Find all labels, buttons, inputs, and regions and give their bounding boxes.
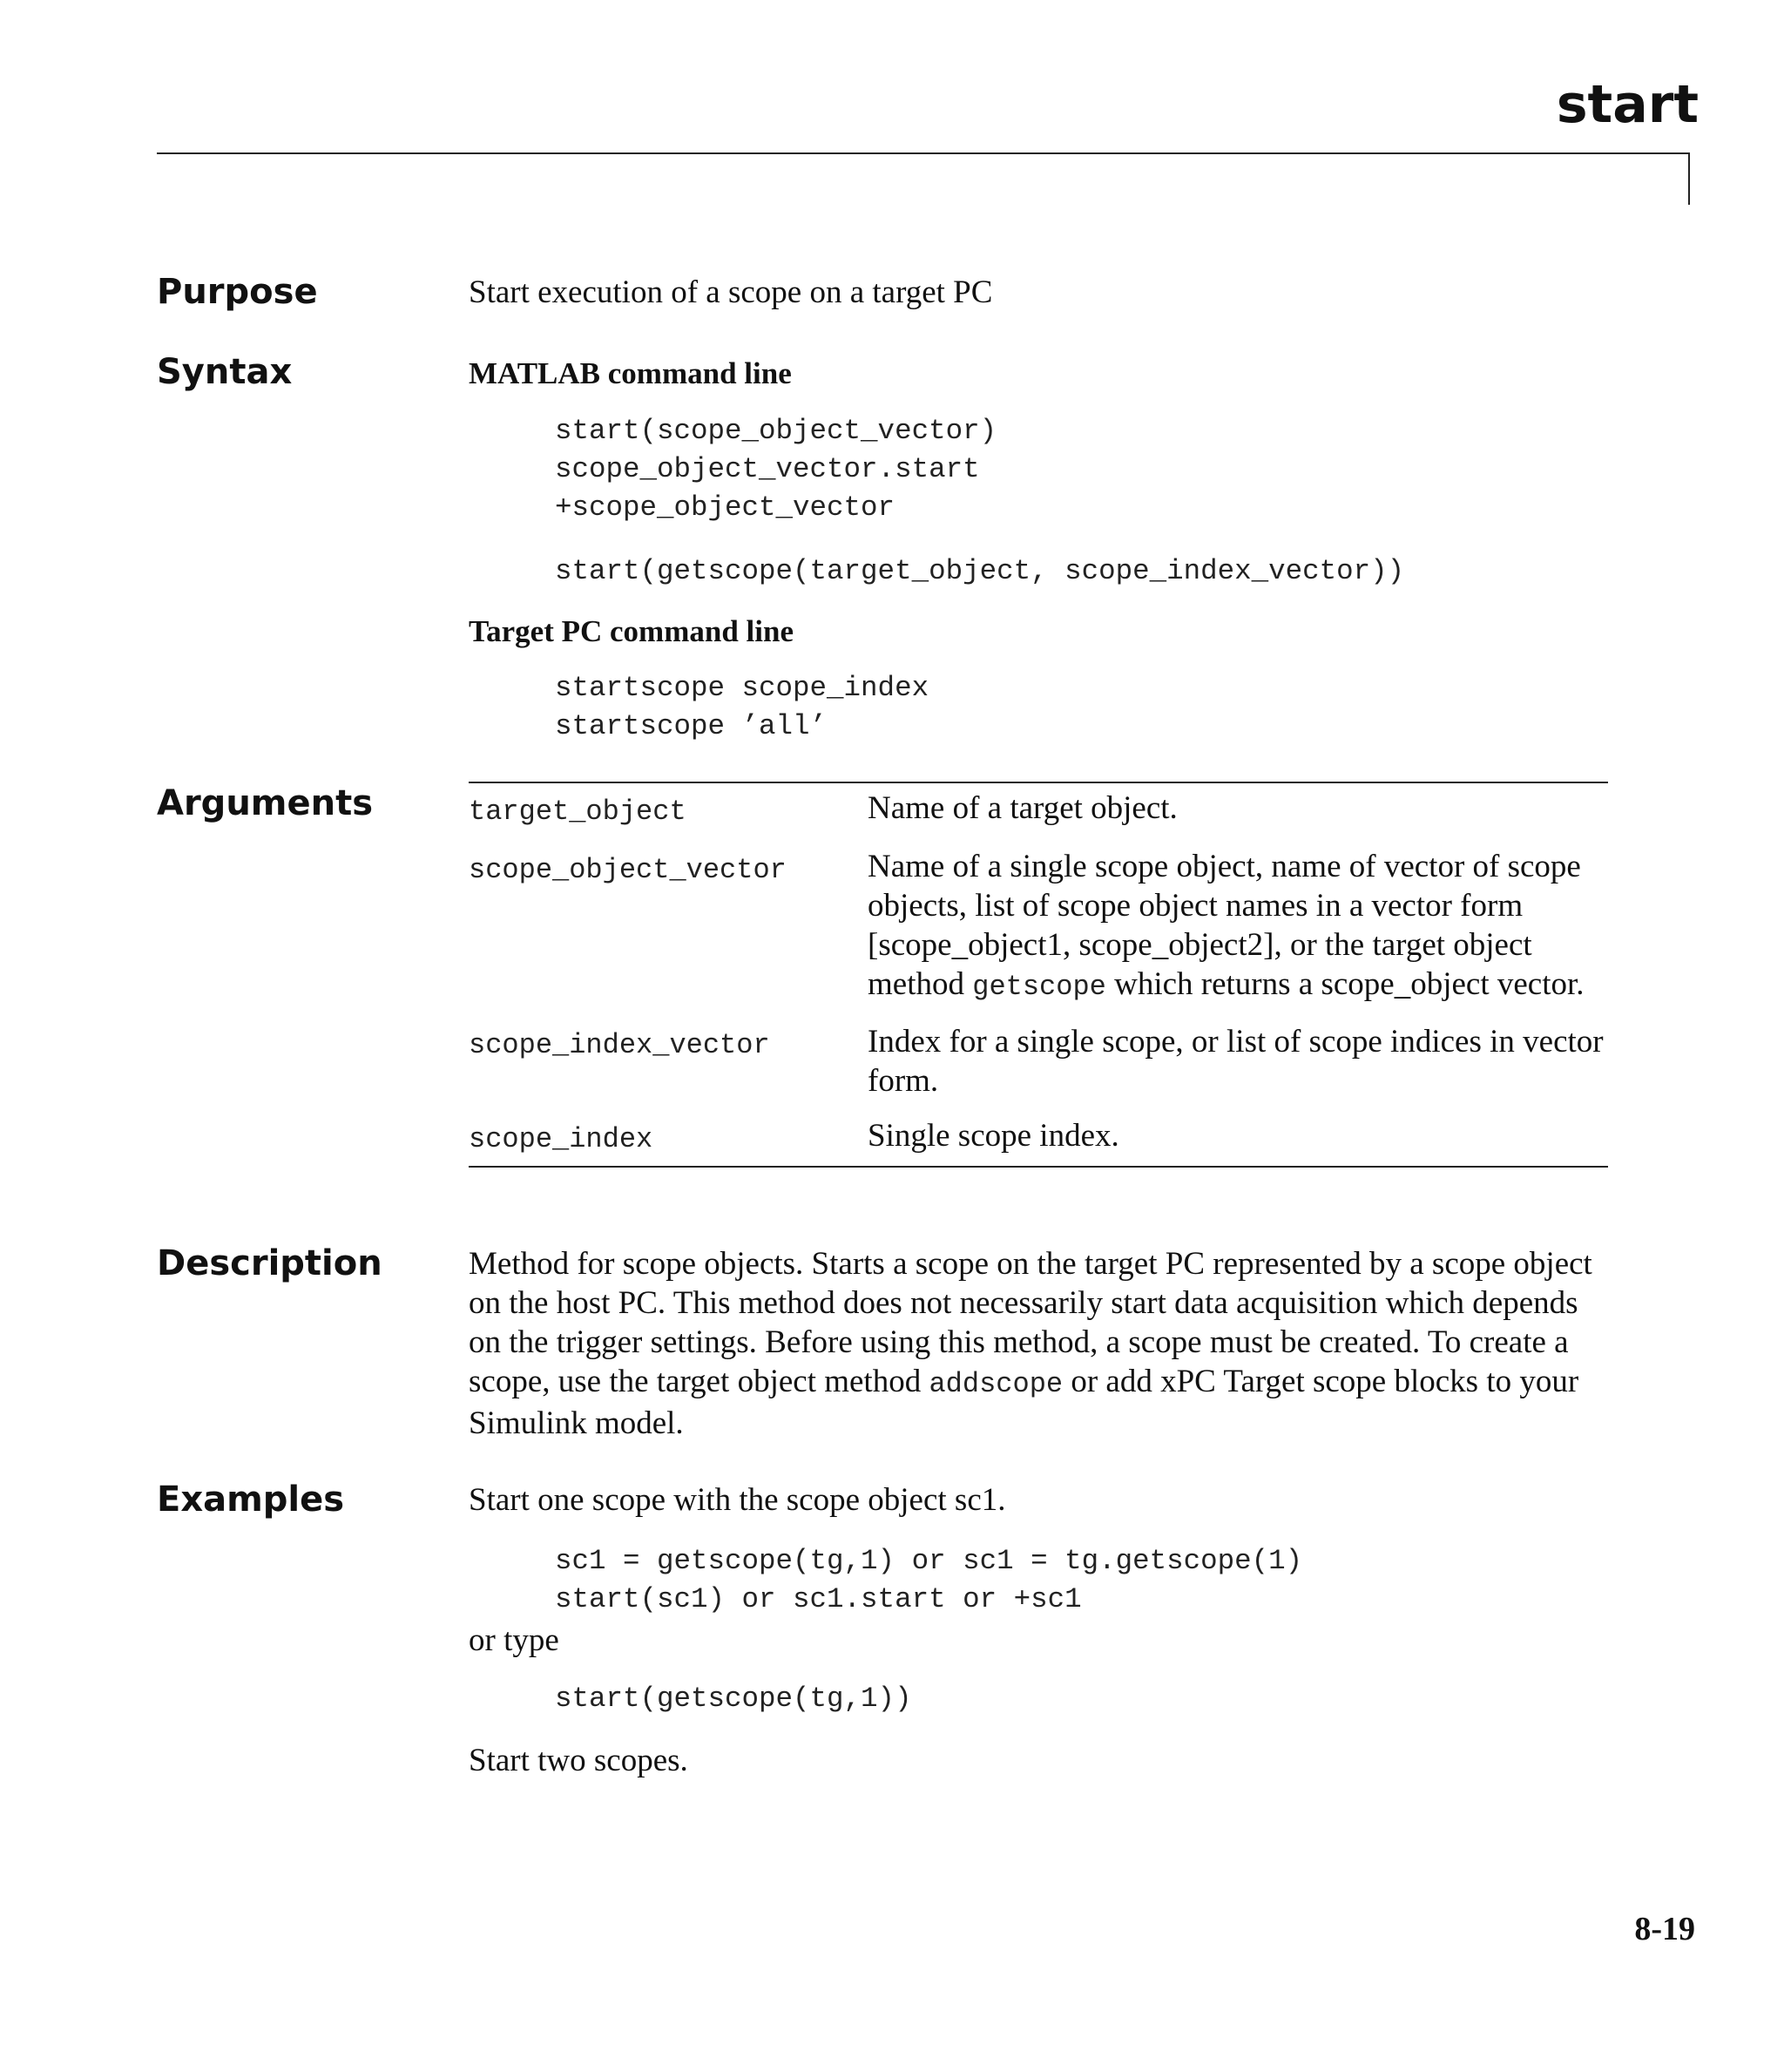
description-label: Description <box>157 1243 382 1283</box>
matlab-syntax-code-2 <box>555 552 1404 591</box>
arg-description-text: Name of a single scope object, name of vector of scope objects, list of scope object names in a vector form [scope_object1, scope_object2], or the target object method <box>868 849 1581 1002</box>
code-line: start(getscope(target_object, scope_index_vector)) <box>555 555 1405 587</box>
purpose-label: Purpose <box>157 272 318 312</box>
table-row <box>469 789 1608 831</box>
page-title: start <box>1556 74 1699 135</box>
examples-intro: Start one scope with the scope object sc1. <box>469 1482 1006 1518</box>
code-line: +scope_object_vector <box>555 491 895 524</box>
matlab-command-line-heading: MATLAB command line <box>469 356 792 390</box>
target-pc-command-line-heading: Target PC command line <box>469 614 794 648</box>
arg-description: Name of a target object. <box>868 790 1178 826</box>
arg-description-text: which returns a scope_object vector. <box>1105 966 1585 1002</box>
matlab-syntax-code <box>555 412 997 527</box>
arg-name: target_object <box>469 796 686 828</box>
arg-name: scope_index <box>469 1123 653 1155</box>
arg-description: Index for a single scope, or list of scope indices in vector form. <box>868 1024 1604 1099</box>
examples-or-type: or type <box>469 1622 559 1658</box>
target-syntax-code <box>555 669 929 746</box>
header-tick <box>1688 152 1690 205</box>
code-line: start(scope_object_vector) <box>555 415 997 447</box>
code-line: scope_object_vector.start <box>555 453 980 485</box>
arg-description: Single scope index. <box>868 1118 1119 1154</box>
code-line: startscope ’all’ <box>555 710 828 742</box>
code-line: start(getscope(tg,1)) <box>555 1683 912 1715</box>
purpose-text: Start execution of a scope on a target PC <box>469 274 993 310</box>
syntax-label: Syntax <box>157 352 293 392</box>
examples-code-1 <box>555 1542 1302 1619</box>
arg-name: scope_index_vector <box>469 1029 770 1061</box>
inline-code: addscope <box>929 1368 1064 1400</box>
description-body: Method for scope objects. Starts a scope on the target PC represented by a scope object on the host PC. This method does not necessarily start data acquisition which depends on the trigger settings. Before using this method, a scope must be created. To create a scope, use the target object method <box>469 1246 1592 1399</box>
inline-code: getscope <box>972 971 1106 1003</box>
examples-code-2 <box>555 1680 912 1718</box>
table-row <box>469 1022 1608 1100</box>
description-body: or add xPC Target scope blocks to your Simulink model. <box>469 1364 1579 1441</box>
table-row <box>469 847 1608 1006</box>
arg-name: scope_object_vector <box>469 854 787 886</box>
examples-label: Examples <box>157 1480 345 1520</box>
code-line: sc1 = getscope(tg,1) or sc1 = tg.getscope(1) <box>555 1545 1303 1577</box>
code-line: startscope scope_index <box>555 672 929 704</box>
arguments-table <box>469 782 1608 1168</box>
arguments-label: Arguments <box>157 783 374 823</box>
header-rule <box>157 152 1690 154</box>
code-line: start(sc1) or sc1.start or +sc1 <box>555 1583 1082 1615</box>
examples-outro: Start two scopes. <box>469 1743 688 1778</box>
page-number: 8-19 <box>1634 1911 1695 1947</box>
description-text <box>469 1244 1612 1443</box>
table-row <box>469 1116 1608 1159</box>
arg-description <box>868 847 1608 1006</box>
